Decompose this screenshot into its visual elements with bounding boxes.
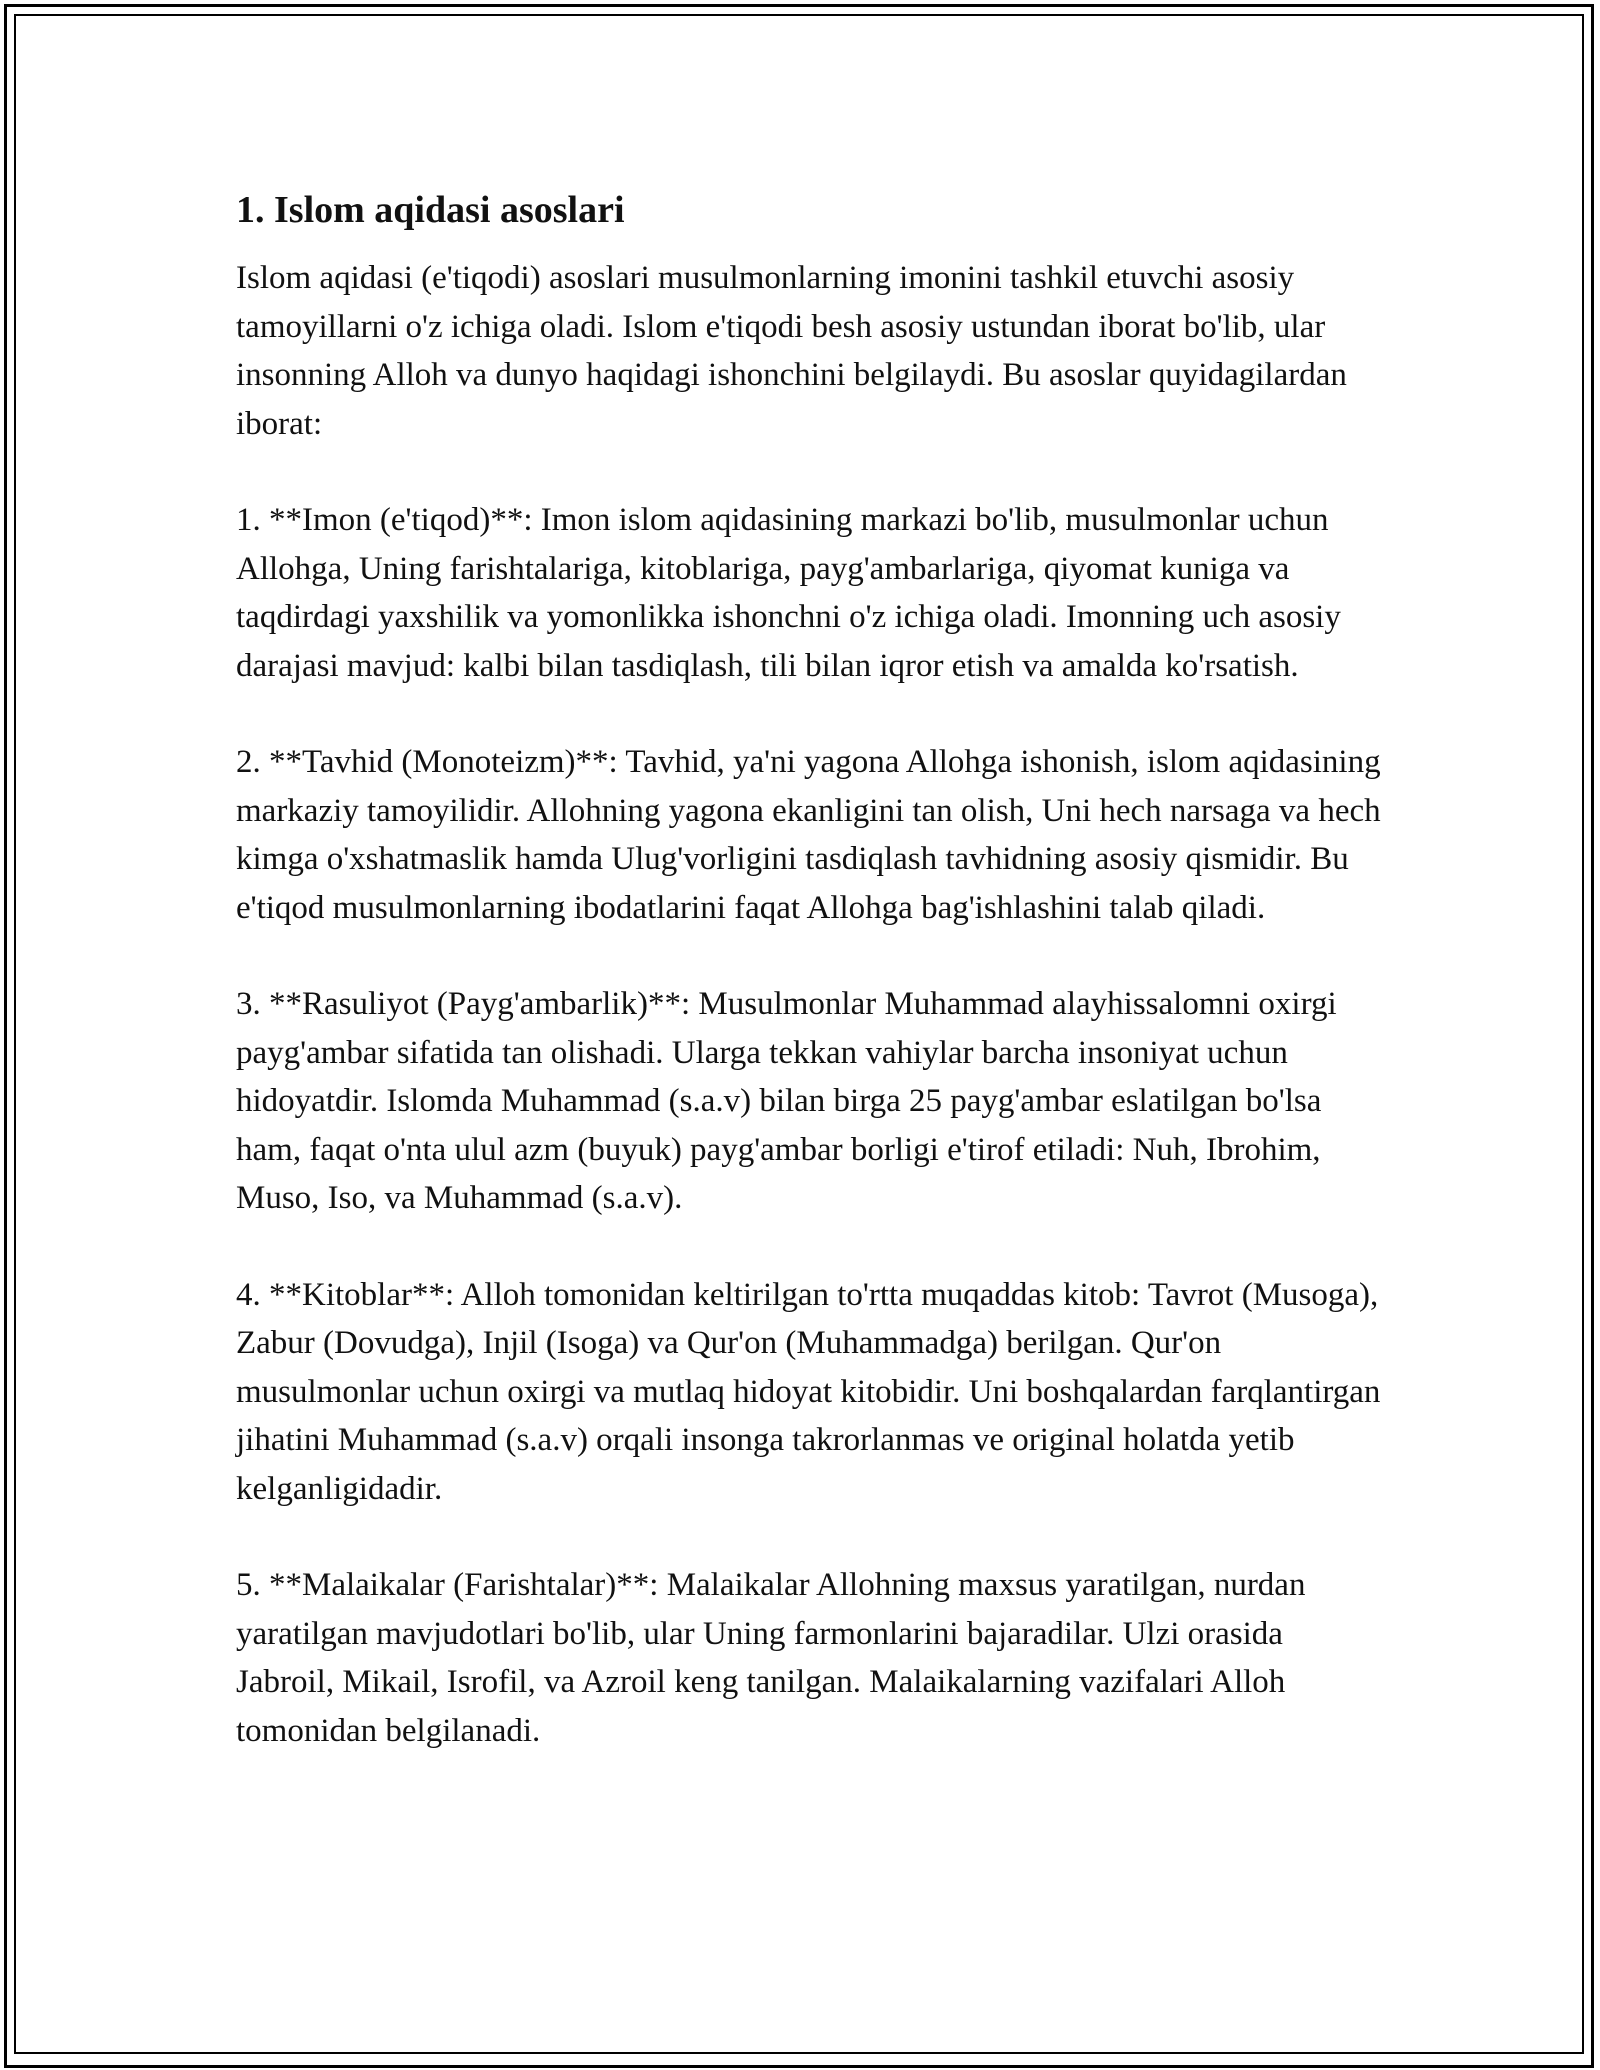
document-body xyxy=(236,186,1386,1803)
document-title: 1. Islom aqidasi asoslari xyxy=(236,189,625,231)
intro-paragraph: Islom aqidasi (e'tiqodi) asoslari musulmonlarning imonini tashkil etuvchi asosiy tamoyillarni o'z ichiga oladi. Islom e'tiqodi besh asosiy ustundan iborat bo'lib, ular insonning Alloh va dunyo haqidagi ishonchini belgilaydi. Bu asoslar quyidagilardan iborat: xyxy=(236,260,1347,442)
paragraph-rasuliyot: 3. **Rasuliyot (Payg'ambarlik)**: Musulmonlar Muhammad alayhissalomni oxirgi payg'ambar sifatida tan olishadi. Ularga tekkan vahiylar barcha insoniyat uchun hidoyatdir. Islomda Muhammad (s.a.v) bilan birga 25 payg'ambar eslatilgan bo'lsa ham, faqat o'nta ulul azm (buyuk) payg'ambar borligi e'tirof etiladi: Nuh, Ibrohim, Muso, Iso, va Muhammad (s.a.v). xyxy=(236,986,1337,1216)
paragraph-malaikalar: 5. **Malaikalar (Farishtalar)**: Malaikalar Allohning maxsus yaratilgan, nurdan yaratilgan mavjudotlari bo'lib, ular Uning farmonlarini bajaradilar. Ulzi orasida Jabroil, Mikail, Isrofil, va Azroil keng tanilgan. Malaikalarning vazifalari Alloh tomonidan belgilanadi. xyxy=(236,1567,1306,1749)
paragraph-kitoblar: 4. **Kitoblar**: Alloh tomonidan keltirilgan to'rtta muqaddas kitob: Tavrot (Musoga), Zabur (Dovudga), Injil (Isoga) va Qur'on (Muhammadga) berilgan. Qur'on musulmonlar uchun oxirgi va mutlaq hidoyat kitobidir. Uni boshqalardan farqlantirgan jihatini Muhammad (s.a.v) orqali insonga takrorlanmas ve original holatda yetib kelganligidadir. xyxy=(236,1276,1381,1507)
paragraph-tavhid: 2. **Tavhid (Monoteizm)**: Tavhid, ya'ni yagona Allohga ishonish, islom aqidasining markaziy tamoyilidir. Allohning yagona ekanligini tan olish, Uni hech narsaga va hech kimga o'xshatmaslik hamda Ulug'vorligini tasdiqlash tavhidning asosiy qismidir. Bu e'tiqod musulmonlarning ibodatlarini faqat Allohga bag'ishlashini talab qiladi. xyxy=(236,744,1381,926)
paragraph-imon: 1. **Imon (e'tiqod)**: Imon islom aqidasining markazi bo'lib, musulmonlar uchun Allohga, Uning farishtalariga, kitoblariga, payg'ambarlariga, qiyomat kuniga va taqdirdagi yaxshilik va yomonlikka ishonchni o'z ichiga oladi. Imonning uch asosiy darajasi mavjud: kalbi bilan tasdiqlash, tili bilan iqror etish va amalda ko'rsatish. xyxy=(236,502,1341,684)
